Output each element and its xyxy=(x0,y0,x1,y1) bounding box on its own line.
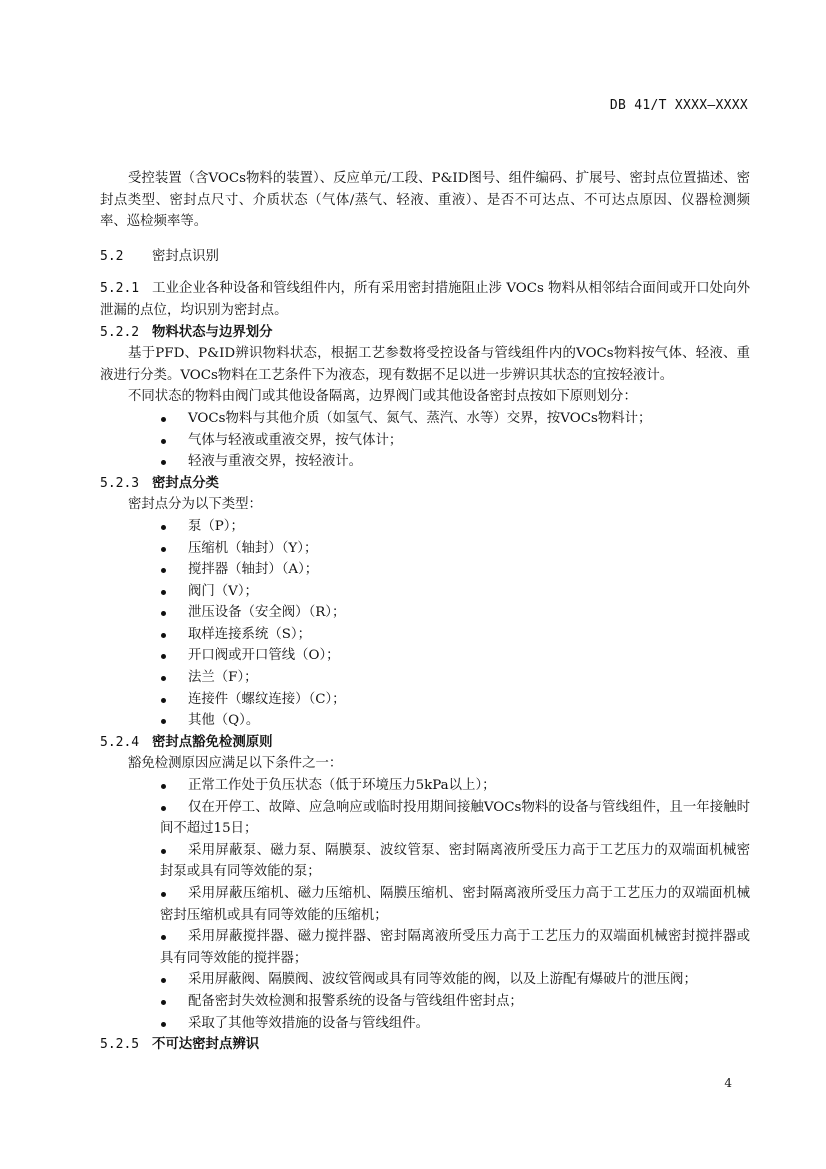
section-5-2-2-heading xyxy=(100,322,750,344)
section-number: 5.2 xyxy=(100,248,124,264)
section-5-2-2-paragraph-2: 不同状态的物料由阀门或其他设备隔离，边界阀门或其他设备密封点按如下原则划分： xyxy=(128,389,637,405)
section-title: 物料状态与边界划分 xyxy=(152,324,273,340)
bullet-icon xyxy=(161,417,166,422)
list-item: 采用屏蔽阀、隔膜阀、波纹管阀或具有同等效能的阀，以及上游配有爆破片的泄压阀； xyxy=(100,969,750,991)
document-header-code: DB 41/T XXXX—XXXX xyxy=(609,98,748,113)
list-item: 其他（Q）。 xyxy=(100,710,750,732)
list-item: 阀门（V）； xyxy=(100,581,750,603)
list-item: 配备密封失效检测和报警系统的设备与管线组件密封点； xyxy=(100,991,750,1013)
section-number: 5.2.1 xyxy=(100,281,140,297)
list-item: VOCs物料与其他介质（如氢气、氮气、蒸汽、水等）交界，按VOCs物料计； xyxy=(100,408,750,430)
bullet-icon xyxy=(161,633,166,638)
section-5-2-4-heading xyxy=(100,732,750,754)
bullet-icon xyxy=(161,806,166,811)
list-item: 采用屏蔽压缩机、磁力压缩机、隔膜压缩机、密封隔离液所受压力高于工艺压力的双端面机械密封压缩机或具有同等效能的压缩机； xyxy=(160,886,750,923)
exemption-list xyxy=(100,775,750,1034)
bullet-icon xyxy=(161,935,166,940)
list-item: 采用屏蔽搅拌器、磁力搅拌器、密封隔离液所受压力高于工艺压力的双端面机械密封搅拌器或具有同等效能的搅拌器； xyxy=(160,929,750,966)
bullet-icon xyxy=(161,611,166,616)
section-number: 5.2.5 xyxy=(100,1037,140,1053)
list-item: 取样连接系统（S）； xyxy=(100,624,750,646)
boundary-rules-list xyxy=(100,408,750,473)
bullet-icon xyxy=(161,676,166,681)
bullet-icon xyxy=(161,525,166,530)
page-content xyxy=(100,168,750,1056)
section-number: 5.2.3 xyxy=(100,475,140,491)
bullet-icon xyxy=(161,719,166,724)
section-5-2-heading xyxy=(100,246,750,268)
bullet-icon xyxy=(161,590,166,595)
bullet-icon xyxy=(161,978,166,983)
list-item: 轻液与重液交界，按轻液计。 xyxy=(100,451,750,473)
section-title: 密封点分类 xyxy=(152,475,219,491)
list-item: 压缩机（轴封）（Y）； xyxy=(100,538,750,560)
list-item: 采取了其他等效措施的设备与管线组件。 xyxy=(100,1013,750,1035)
bullet-icon xyxy=(161,784,166,789)
bullet-icon xyxy=(161,849,166,854)
list-item: 正常工作处于负压状态（低于环境压力5kPa以上）； xyxy=(100,775,750,797)
list-item: 采用屏蔽泵、磁力泵、隔膜泵、波纹管泵、密封隔离液所受压力高于工艺压力的双端面机械密封泵或具有同等效能的泵； xyxy=(160,842,750,880)
section-5-2-2-paragraph-1: 基于PFD、P&ID辨识物料状态，根据工艺参数将受控设备与管线组件内的VOCs物料按气体、轻液、重液进行分类。VOCs物料在工艺条件下为液态，现有数据不足以进一步辨识其状态的宜按轻液计。 xyxy=(100,346,750,383)
bullet-icon xyxy=(161,460,166,465)
bullet-icon xyxy=(161,547,166,552)
section-number: 5.2.2 xyxy=(100,324,140,340)
bullet-icon xyxy=(161,1000,166,1005)
section-5-2-4-paragraph: 豁免检测原因应满足以下条件之一： xyxy=(128,756,343,772)
list-item: 仅在开停工、故障、应急响应或临时投用期间接触VOCs物料的设备与管线组件，且一年接触时间不超过15日； xyxy=(160,799,750,837)
bullet-icon xyxy=(161,1022,166,1027)
bullet-icon xyxy=(161,892,166,897)
section-title: 密封点豁免检测原则 xyxy=(152,734,273,750)
section-5-2-3-paragraph: 密封点分为以下类型： xyxy=(128,497,262,513)
section-number: 5.2.4 xyxy=(100,734,140,750)
section-title: 不可达密封点辨识 xyxy=(152,1037,260,1053)
list-item: 开口阀或开口管线（O）； xyxy=(100,645,750,667)
list-item: 气体与轻液或重液交界，按气体计； xyxy=(100,430,750,452)
list-item: 泵（P）； xyxy=(100,516,750,538)
section-5-2-5-heading xyxy=(100,1034,750,1056)
section-title: 密封点识别 xyxy=(152,248,219,264)
bullet-icon xyxy=(161,654,166,659)
list-item: 连接件（螺纹连接）（C）； xyxy=(100,689,750,711)
list-item: 法兰（F）； xyxy=(100,667,750,689)
list-item: 泄压设备（安全阀）（R）； xyxy=(100,602,750,624)
bullet-icon xyxy=(161,439,166,444)
list-item: 搅拌器（轴封）（A）； xyxy=(100,559,750,581)
intro-paragraph: 受控装置（含VOCs物料的装置）、反应单元/工段、P&ID图号、组件编码、扩展号、密封点位置描述、密封点类型、密封点尺寸、介质状态（气体/蒸气、轻液、重液）、是否不可达点、不可达点原因、仪器检测频率、巡检频率等。 xyxy=(100,171,750,230)
seal-type-list xyxy=(100,516,750,732)
page-number: 4 xyxy=(724,1076,732,1090)
section-5-2-1-paragraph xyxy=(100,278,750,321)
section-5-2-3-heading xyxy=(100,473,750,495)
bullet-icon xyxy=(161,568,166,573)
section-text: 工业企业各种设备和管线组件内，所有采用密封措施阻止涉 VOCs 物料从相邻结合面间或开口处向外泄漏的点位，均识别为密封点。 xyxy=(100,281,750,318)
bullet-icon xyxy=(161,698,166,703)
